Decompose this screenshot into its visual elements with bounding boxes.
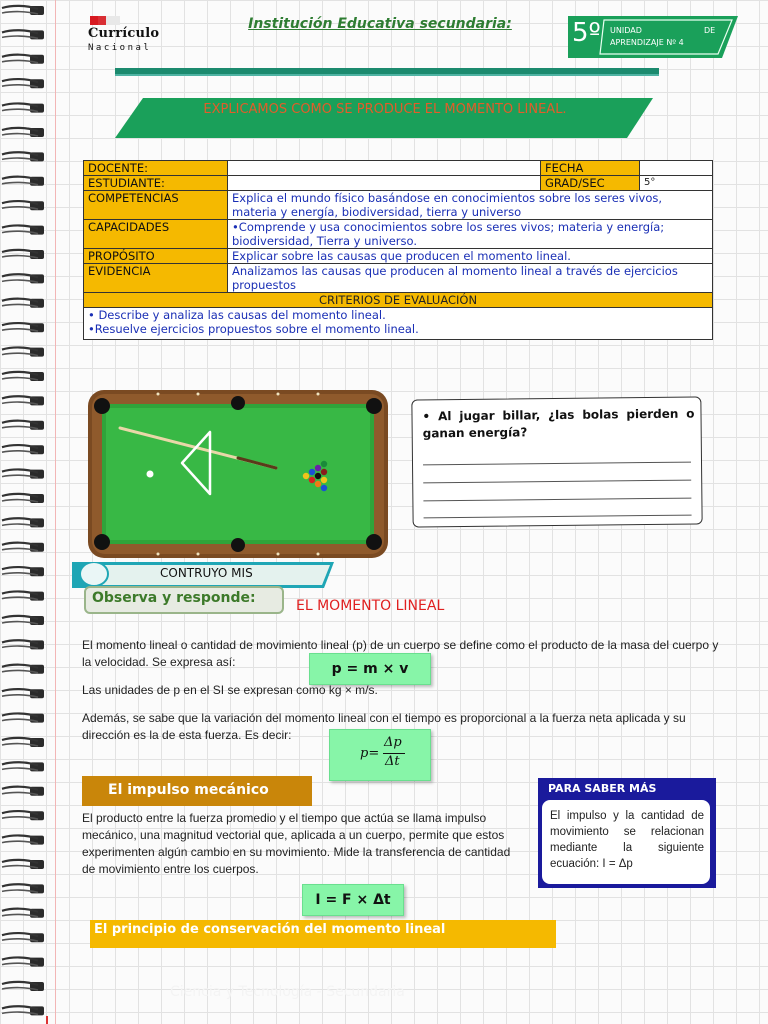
- lesson-info-table: [83, 160, 713, 340]
- footer-text: Ciencia y Tecnología - Secundaria: [170, 984, 405, 1000]
- construyo-banner: [72, 562, 334, 588]
- spiral-coil: [2, 1006, 44, 1015]
- gradsec-value: 5°: [640, 176, 713, 191]
- spiral-coil: [2, 982, 44, 991]
- spiral-coil: [2, 372, 44, 381]
- momento-lineal-title: EL MOMENTO LINEAL: [296, 598, 445, 614]
- force-formula-denominator: Δt: [385, 754, 400, 769]
- spiral-coil: [2, 811, 44, 820]
- momento-paragraph-2: Las unidades de p en el SI se expresan como kg × m/s.: [82, 683, 378, 697]
- gradsec-label: GRAD/SEC: [541, 176, 640, 191]
- header-divider: [115, 68, 659, 76]
- school-title: Institución Educativa secundaria:: [248, 16, 512, 32]
- spiral-coil: [2, 909, 44, 918]
- construyo-label: CONTRUYO MIS: [160, 566, 253, 580]
- competencias-label: COMPETENCIAS: [84, 191, 228, 220]
- spiral-coil: [2, 79, 44, 88]
- spiral-coil: [2, 225, 44, 234]
- observa-label: Observa y responde:: [92, 590, 256, 606]
- capacidades-label: CAPACIDADES: [84, 220, 228, 249]
- spiral-coil: [2, 567, 44, 576]
- spiral-coil: [2, 957, 44, 966]
- table-row: [84, 308, 713, 340]
- observa-label-box: [84, 586, 284, 614]
- margin-mark: [46, 1016, 48, 1024]
- question-box: [411, 396, 702, 527]
- unit-label: UNIDAD: [610, 26, 642, 35]
- spiral-coil: [2, 274, 44, 283]
- unit-number: APRENDIZAJE Nº 4: [610, 38, 684, 47]
- spiral-coil: [2, 55, 44, 64]
- momento-paragraph-3: Además, se sabe que la variación del momento lineal con el tiempo es proporcional a la fuerza neta aplicada y su dirección es la de esta fuerza. Es decir:: [82, 711, 686, 742]
- impulse-formula: I = F × Δt: [302, 884, 404, 916]
- spiral-coil: [2, 738, 44, 747]
- docente-value: [228, 161, 541, 176]
- para-saber-mas-box: [538, 778, 716, 888]
- docente-label: DOCENTE:: [84, 161, 228, 176]
- criterio-2: •Resuelve ejercicios propuestos sobre el momento lineal.: [88, 322, 419, 336]
- spiral-coil: [2, 299, 44, 308]
- margin-line: [55, 0, 56, 1024]
- spiral-coil: [2, 787, 44, 796]
- para-saber-mas-content: [542, 800, 710, 884]
- spiral-coil: [2, 713, 44, 722]
- billiard-table-illustration: [88, 390, 388, 558]
- spiral-coil: [2, 250, 44, 259]
- spiral-coil: [2, 616, 44, 625]
- principio-title: El principio de conservación del momento lineal: [94, 922, 446, 937]
- spiral-coil: [2, 396, 44, 405]
- spiral-coil: [2, 591, 44, 600]
- para-saber-mas-title: PARA SABER MÁS: [548, 782, 657, 795]
- unit-badge: [564, 14, 738, 60]
- spiral-coil: [2, 201, 44, 210]
- logo-title: Currículo: [88, 26, 160, 41]
- spiral-coil: [2, 347, 44, 356]
- spiral-coil: [2, 445, 44, 454]
- answer-line[interactable]: [424, 515, 692, 519]
- table-row: [84, 220, 713, 249]
- spiral-coil: [2, 933, 44, 942]
- criterios-value: [84, 308, 713, 340]
- peru-flag-icon: [90, 16, 120, 25]
- spiral-coil: [2, 689, 44, 698]
- para-saber-mas-text: El impulso y la cantidad de movimiento se relacionan mediante la siguiente ecuación: I = Δp: [550, 810, 704, 870]
- evidencia-label: EVIDENCIA: [84, 264, 228, 293]
- table-row: [84, 249, 713, 264]
- unit-de-label: DE: [704, 26, 716, 35]
- momento-paragraph-1: El momento lineal o cantidad de movimiento lineal (p) de un cuerpo se define como el producto de la masa del cuerpo y la velocidad. Se expresa así:: [82, 638, 719, 669]
- momentum-formula: p = m × v: [309, 653, 431, 685]
- spiral-coil: [2, 543, 44, 552]
- proposito-label: PROPÓSITO: [84, 249, 228, 264]
- lesson-banner: [115, 98, 653, 138]
- spiral-coil: [2, 518, 44, 527]
- force-formula: [329, 729, 431, 781]
- spiral-coil: [2, 469, 44, 478]
- spiral-coil: [2, 860, 44, 869]
- spiral-coil: [2, 103, 44, 112]
- spiral-coil: [2, 665, 44, 674]
- lesson-title: EXPLICAMOS COMO SE PRODUCE EL MOMENTO LINEAL.: [203, 102, 567, 117]
- criterios-label: CRITERIOS DE EVALUACIÓN: [84, 293, 713, 308]
- spiral-coil: [2, 884, 44, 893]
- spiral-coil: [2, 494, 44, 503]
- spiral-coil: [2, 323, 44, 332]
- question-text: • Al jugar billar, ¿las bolas pierden o ganan energía?: [422, 406, 695, 441]
- spiral-coil: [2, 128, 44, 137]
- spiral-coil: [2, 30, 44, 39]
- answer-line[interactable]: [423, 480, 691, 484]
- table-row: [84, 293, 713, 308]
- proposito-value: Explicar sobre las causas que producen el momento lineal.: [228, 249, 713, 264]
- impulso-title: El impulso mecánico: [108, 782, 269, 798]
- table-row: [84, 176, 713, 191]
- impulso-heading: [82, 776, 312, 806]
- force-formula-numerator: Δp: [384, 735, 402, 750]
- force-formula-lhs: p=: [360, 746, 380, 761]
- criterio-1: • Describe y analiza las causas del momento lineal.: [88, 308, 386, 322]
- table-row: [84, 264, 713, 293]
- spiral-coil: [2, 835, 44, 844]
- estudiante-label: ESTUDIANTE:: [84, 176, 228, 191]
- impulso-paragraph: El producto entre la fuerza promedio y el tiempo que actúa se llama impulso mecánico, una magnitud vectorial que, aplicada a un cuerpo, permite que estos experimenten algún cambio en su movimiento. Mide la transferencia de cantidad de movimiento entre los cuerpos.: [82, 811, 511, 876]
- answer-line[interactable]: [423, 462, 691, 466]
- competencias-value: Explica el mundo físico basándose en conocimientos sobre los seres vivos, materia y energía, biodiversidad, tierra y universo: [228, 191, 713, 220]
- spiral-coil: [2, 6, 44, 15]
- fecha-value: [640, 161, 713, 176]
- fecha-label: FECHA: [541, 161, 640, 176]
- table-row: [84, 191, 713, 220]
- curriculo-nacional-logo: [86, 12, 174, 58]
- spiral-coil: [2, 762, 44, 771]
- spiral-coil: [2, 421, 44, 430]
- spiral-coil: [2, 177, 44, 186]
- estudiante-value: [228, 176, 541, 191]
- grade-number: 5º: [572, 18, 601, 48]
- answer-line[interactable]: [423, 498, 691, 502]
- capacidades-value: •Comprende y usa conocimientos sobre los seres vivos; materia y energía; biodiversidad, Tierra y universo.: [228, 220, 713, 249]
- evidencia-value: Analizamos las causas que producen al momento lineal a través de ejercicios propuestos: [228, 264, 713, 293]
- spiral-coil: [2, 152, 44, 161]
- spiral-binding: [0, 0, 52, 1024]
- logo-subtitle: Nacional: [88, 43, 152, 53]
- table-row: [84, 161, 713, 176]
- principio-heading: [90, 920, 556, 948]
- spiral-coil: [2, 640, 44, 649]
